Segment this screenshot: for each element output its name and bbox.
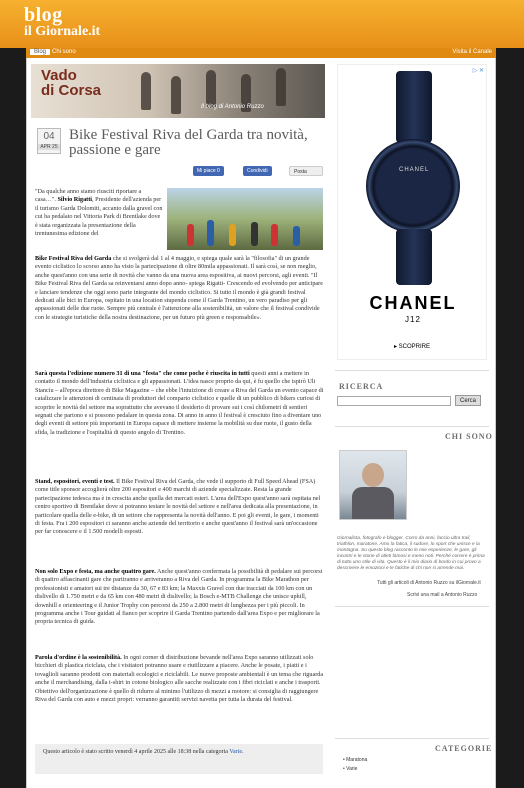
post-title[interactable]: Bike Festival Riva del Garda tra novità, passione e gare	[69, 127, 308, 158]
tweet-button[interactable]: Posta	[289, 166, 323, 176]
search-input[interactable]	[337, 396, 451, 406]
advertisement[interactable]	[337, 64, 487, 360]
watch-band-top	[396, 71, 432, 143]
sidebar-divider	[335, 370, 489, 371]
search-heading: RICERCA	[339, 382, 384, 391]
runner-figure	[276, 68, 286, 106]
cyclist-figure	[293, 226, 300, 246]
cyclist-figure	[251, 222, 258, 246]
nav-item-canale[interactable]: Visita il Canale	[452, 49, 492, 55]
nav-item-chi-sono[interactable]: Chi sono	[52, 49, 76, 55]
search-button[interactable]: Cerca	[455, 395, 481, 406]
article-paragraph-2: Sarà questa l'edizione numero 31 di una "festa" che come poche è riuscita in tutti questi anni a mettere in contatto il mondo dell'industria ciclistica e gli appassionati. L'idea nasce proprio da qui, è fu quello che ispirò Uli Stanciu – all'epoca direttore di Bike Magazine – che ebbe l'intuizione di creare a Riva del Garda un evento capace di catalizzare le attenzioni di centinaia di produttori del comparto ciclistico e quelle di un pubblico di bikers curiosi di scoprire le novità del settore ma soprattutto che avevano il desiderio di provare sui i così chilometri di sentieri segnati che partono e si possono pedalare in questa zona. Di anno in anno il festival è cresciuto fino a diventare uno degli eventi di settore più importanti in Europa capace di mettere insieme la mobilità su due ruote, il gusto della sfida, la tradizione e l'ospitalità di questo angolo di Trentino.	[35, 370, 324, 436]
article-paragraph-4: Non solo Expo e festa, ma anche quattro gare. Anche quest'anno confermata la possibilità di pedalare sui percorsi di quattro affascinanti gare che partiranno e arriveranno a Riva del Garda. In programma la Bike Marathon per professionisti e amatori sui tre distanze da 30, 67 e 83 km; la Maxxis Gravel con due tracciati da 100 km con un dislivello di 1.750 metri e da 65 km con 480 metri di dislivello; la Bosch e-MTB Challenge che unisce uphill, downhill e orienteering e il Junior Trophy con percorsi da 250 a 2.800 metri di lunghezza per i più piccoli. In programma anche i Tour guidati al fianco per scoprire il Garda Trentino partendo dall'area Expo e per migliorare la propria tecnica di guida.	[35, 568, 323, 626]
categories-heading: CATEGORIE	[435, 744, 493, 753]
blog-banner[interactable]	[31, 64, 325, 118]
post-footer: Questo articolo è stato scritto venerdì 4 aprile 2025 alle 18:38 nella categoria Varie.	[35, 744, 323, 774]
facebook-share-button[interactable]: Condividi	[243, 166, 272, 176]
cyclist-figure	[271, 224, 278, 246]
avatar-head	[362, 463, 384, 487]
article-paragraph-5: Parola d'ordine è la sostenibilità. In ogni corner di distribuzione bevande nell'area Expo saranno utilizzati solo bicchieri di plastica riciclata, che i visitatori potranno usare e riutilizzare a piacere. Anche le posate, i piatti e i tovaglioli saranno prodotti con materiali ecologici e riciclabili. Le nuove proposte ambientali è un tema che riguarda anche il merchandising, dalla t-shirt in cotone biologico alle sacche realizzate con i fibri riciclati e anche i trasporti. Obiettivo dell'organizzazione è quello di ridurre al minimo l'utilizzo di mezzi a motore: si consiglia di raggiungere Riva del Garda con auto e mezzi propri: verranno garantiti servizi navetta per tutta la durata del festival.	[35, 654, 324, 704]
author-avatar	[339, 450, 407, 520]
sidebar-divider	[335, 426, 489, 427]
sidebar-divider	[335, 606, 489, 607]
article-paragraph-1-intro: "Da qualche anno siamo riusciti riportare a casa…". Silvio Rigatti, Presidente dell'azienda per il turismo Garda Dolomiti, accanto dalla gravel con cui ha pedalato nel Vittoria Park di Brentlake dove è stata organizzata la presentazione della trentunesima edizione del	[35, 188, 163, 238]
cyclist-figure	[187, 224, 194, 246]
post-date-day: 04	[43, 131, 55, 142]
ad-close-icon[interactable]: ▷ ✕	[472, 68, 484, 74]
page-content	[26, 58, 496, 788]
ad-cta[interactable]: ▸ SCOPRIRE	[394, 344, 431, 350]
sidebar-divider	[335, 738, 489, 739]
cyclist-figure	[229, 224, 236, 246]
article-paragraph-3: Stand, espositori, eventi e test. Il Bike Festival Riva del Garda, che vede il supporto di Full Speed Ahead (FSA) come title sponsor accoglierà oltre 200 espositori e 400 marchi di aziende specializzate. Resta la grande partecipazione tedesca ma è in crescita anche quella dei mercati esteri. L'area dell'Expo quest'anno sarà ospitata nel centro sportivo di Brentlake dove si potranno testare le novità del settore e nell'area dedicata alla presentazione, in particolare quella delle e-bike, di un settore che rappresenta la novità dell'anno. E poi gli eventi, le gare, i momenti di festa. Fra i 200 espositori ci saranno anche aziende del territorio e anche quest'anno il festival sarà un'occasione per far conoscere e il 1.500 modelli esposti.	[35, 478, 321, 536]
category-item-varie[interactable]: • Varie	[343, 766, 358, 772]
ad-brand: CHANEL	[369, 293, 457, 313]
about-heading: CHI SONO	[445, 432, 493, 441]
avatar-body	[352, 487, 394, 520]
author-articles-link[interactable]: Tutti gli articoli di Antonio Ruzzo su ilGiornale.it	[377, 580, 481, 586]
ad-model: J12	[405, 315, 421, 324]
post-date	[37, 128, 61, 154]
cyclist-figure	[207, 220, 214, 246]
facebook-like-button[interactable]: Mi piace 0	[193, 166, 224, 176]
post-date-month: APR 25	[38, 144, 60, 150]
watch-band-bottom	[396, 229, 432, 285]
site-logo[interactable]: blog	[24, 4, 63, 26]
banner-title: Vado di Corsa	[41, 67, 102, 99]
category-link[interactable]: Varie	[229, 749, 242, 755]
runner-figure	[171, 76, 181, 114]
runner-figure	[141, 72, 151, 110]
article-photo	[167, 188, 323, 250]
main-nav	[26, 48, 496, 58]
author-email-link[interactable]: Scrivi una mail a Antonio Ruzzo	[407, 592, 478, 598]
nav-item-blog[interactable]: Blog	[30, 49, 50, 55]
runner-figure	[206, 70, 216, 108]
category-item-maratona[interactable]: • Maratona	[343, 757, 368, 763]
watch-image	[366, 139, 460, 233]
site-header	[0, 0, 524, 48]
site-subtitle[interactable]: il Giornale.it	[24, 24, 101, 39]
banner-subtitle: Il blog di Antonio Ruzzo	[201, 104, 264, 110]
article-paragraph-1: Bike Festival Riva del Garda che si svolgerà dal 1 al 4 maggio, e spiega quale sarà la "filosofia" di un grande evento ciclistico lo scorso anno ha visto la partecipazione di oltre 80mila appassionati. Il sarà così, se non meglio, anche quest'anno con una serie di novità che vanno da una nuova area espositiva, ai nuovi percorsi, agli eventi. "Il Bike Festival Riva del Garda sa reinventarsi anno dopo anno- spiega Rigatti- Crescendo ed evolvendo per anticipare e lanciare tendenze che oggi sono parte integrante del mondo ciclistico. Si tutto il mondo è già grandi festival dedicati alle bici in Europa, ospitato in una location stupenda come il Garda Trentino, un vero paradiso per gli appassionati delle due ruote. Sempre più centrale è l'attenzione alla sostenibilità, un valore che il festival condivide con le strategie turistiche della nostra destinazione, per un futuro più green e responsabile».	[35, 255, 323, 321]
author-bio: Giornalista, fotografo e blogger. Corro da anni, faccio ultra trail, triathlon, maratone. Amo la fatica, il sudore, lo sport che unisce e la montagna. Su questo blog racconto le mie esperienze, le gare, gli incontri e le storie di atleti famosi e meno noti. Perché correre è prima di tutto uno stile di vita. Questo è il mio diario di bordo in cui provo a descrivere le emozioni e le fatiche di chi non si arrende mai.	[337, 536, 485, 571]
watch-dial-brand: CHANEL	[399, 167, 430, 173]
